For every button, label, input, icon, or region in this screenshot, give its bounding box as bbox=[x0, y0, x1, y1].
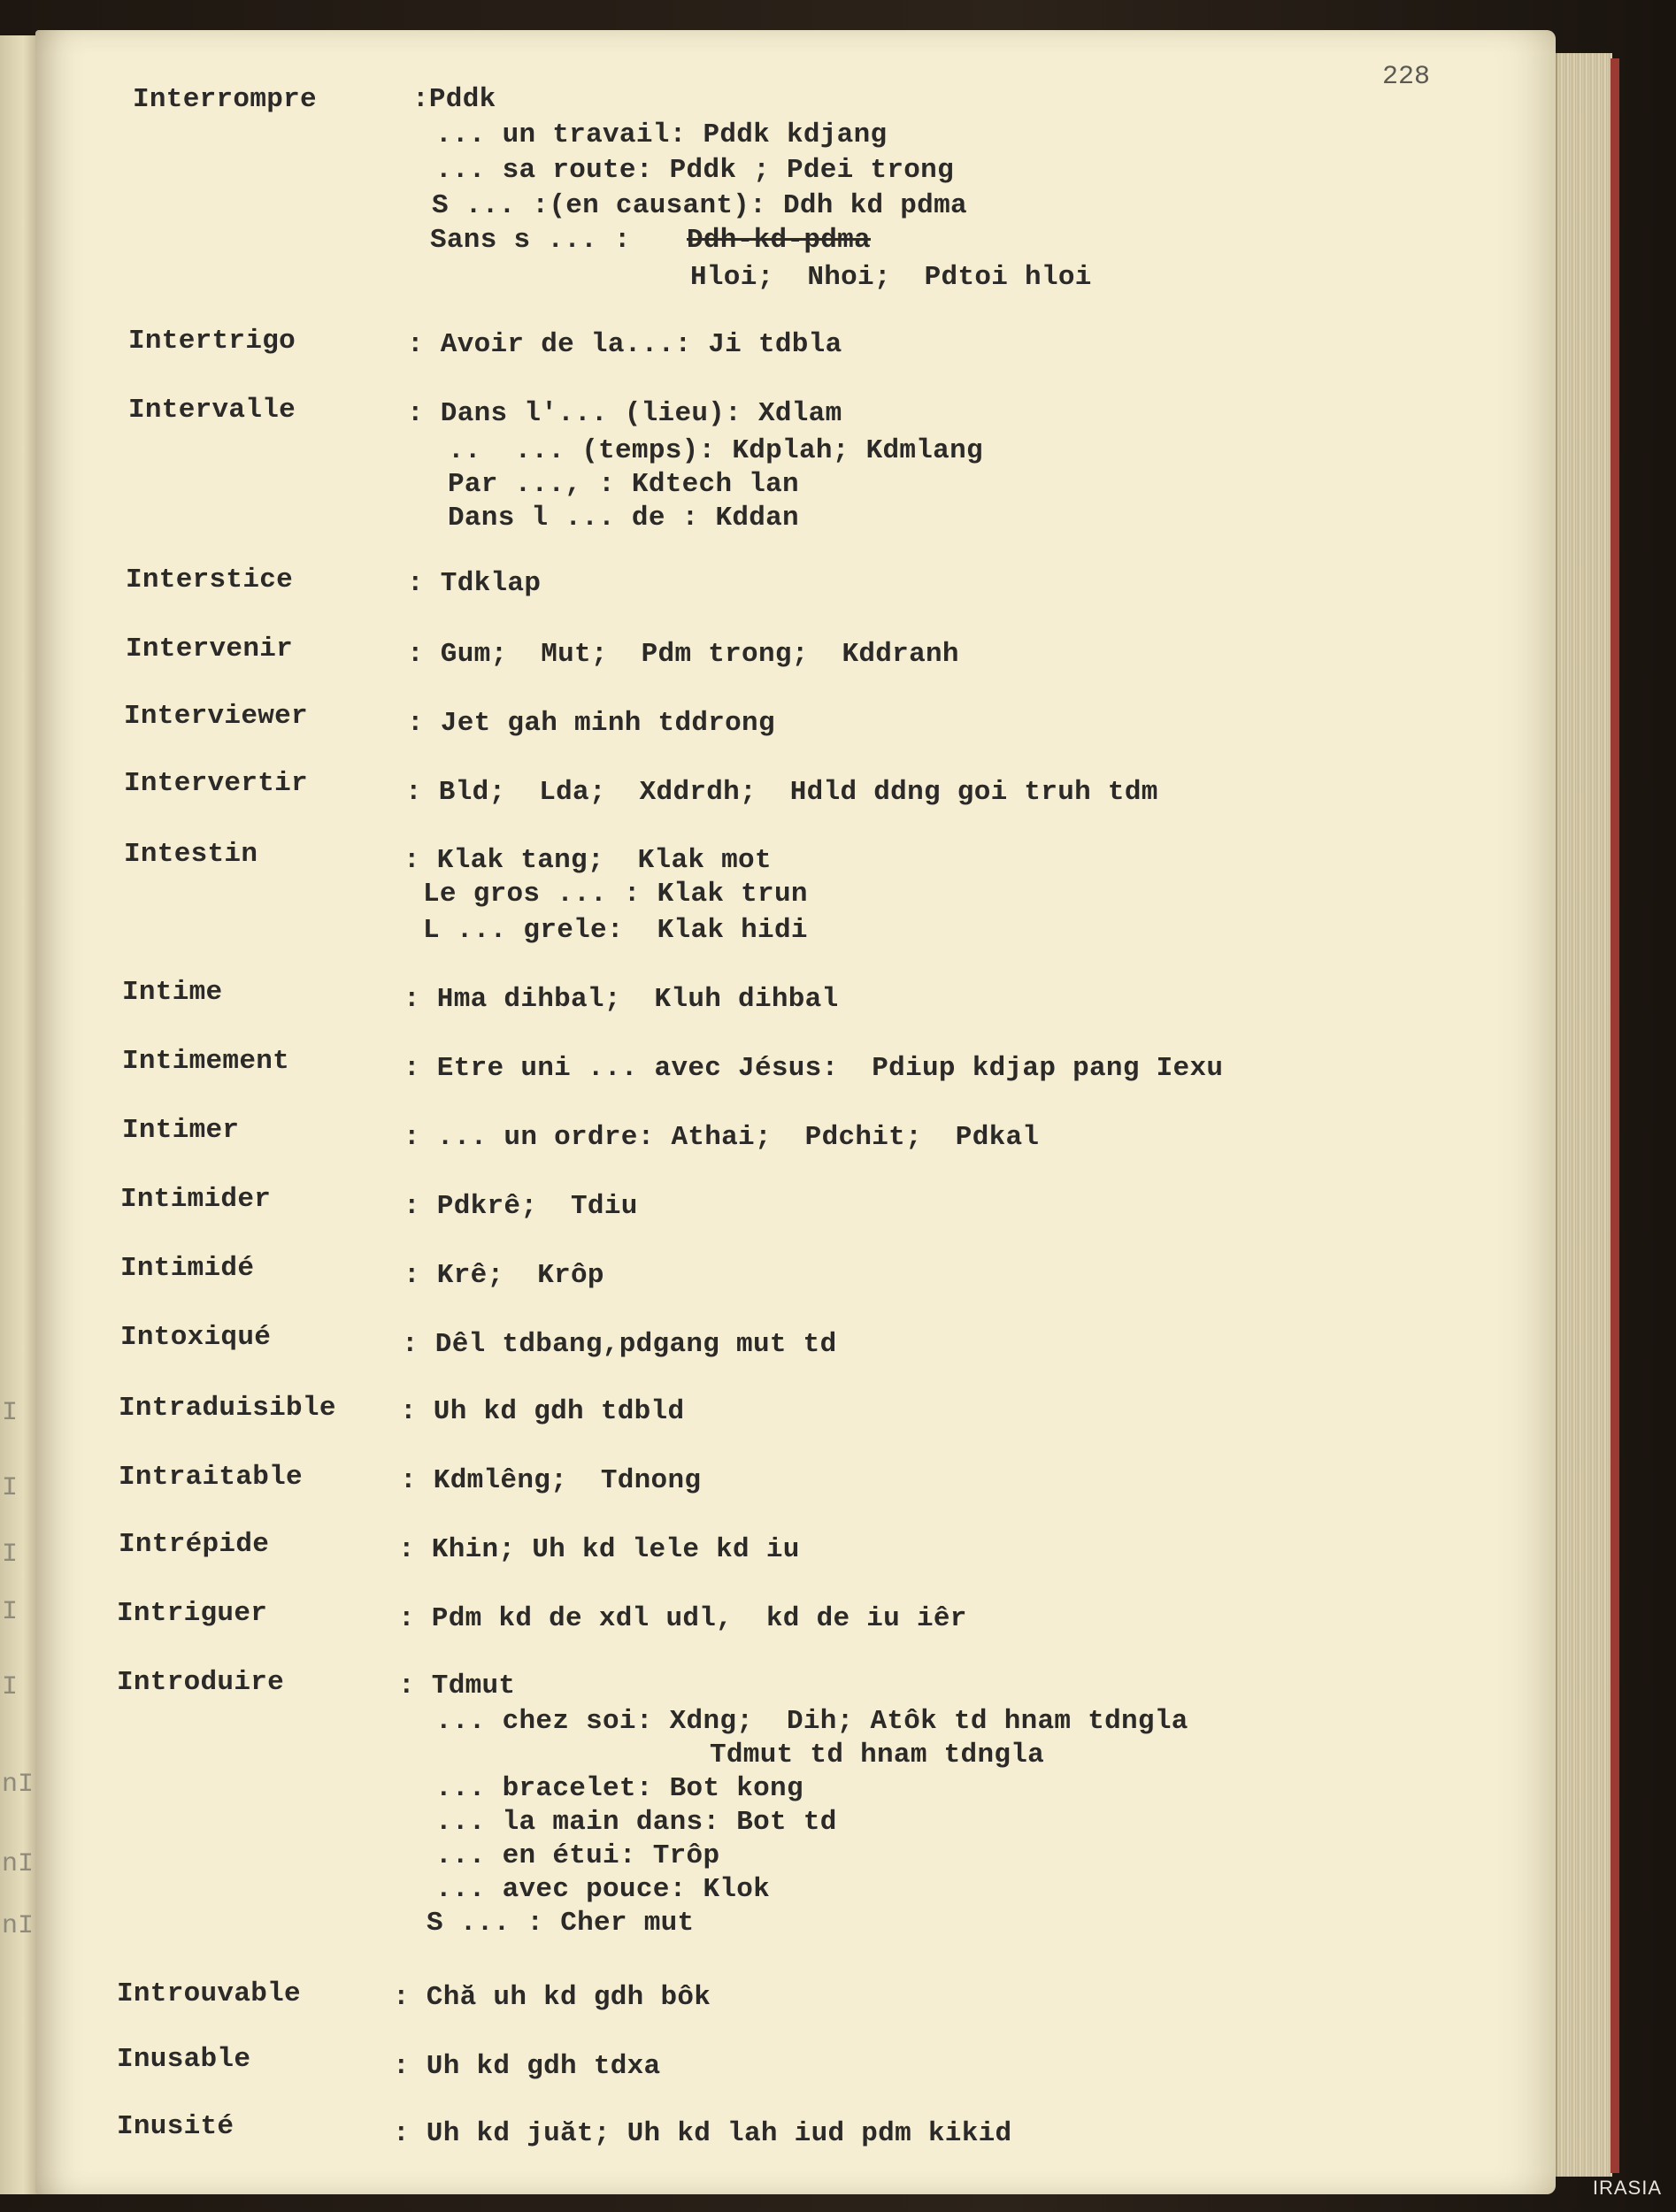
book-edge bbox=[1611, 58, 1619, 2173]
definition-line: ... chez soi: Xdng; Dih; Atôk td hnam tdngla bbox=[435, 1706, 1188, 1737]
definition-line: ... sa route: Pddk ; Pdei trong bbox=[435, 155, 954, 186]
definition-line: Dans l ... de : Kddan bbox=[448, 503, 799, 534]
definition-line: : Bld; Lda; Xddrdh; Hdld ddng goi truh tdm bbox=[405, 777, 1158, 808]
definition-line: :Pddk bbox=[412, 84, 496, 115]
margin-mark: I bbox=[2, 1473, 19, 1503]
margin-mark: nI bbox=[2, 1911, 35, 1941]
definition-line: : Krê; Krôp bbox=[404, 1260, 604, 1291]
headword: Inusité bbox=[117, 2111, 234, 2142]
headword: Intertrigo bbox=[128, 326, 296, 357]
headword: Intoxiqué bbox=[120, 1322, 272, 1353]
headword: Intime bbox=[122, 977, 223, 1008]
margin-mark: I bbox=[2, 1540, 19, 1570]
definition-line: S ... : Cher mut bbox=[427, 1908, 695, 1939]
definition-line: : Chă uh kd gdh bôk bbox=[393, 1982, 711, 2013]
previous-page-edge bbox=[0, 35, 39, 2194]
margin-mark: nI bbox=[2, 1770, 35, 1800]
page-number: 228 bbox=[1382, 62, 1431, 92]
headword: Intimidé bbox=[120, 1253, 255, 1284]
headword: Intimider bbox=[120, 1184, 272, 1215]
definition-line: Hloi; Nhoi; Pdtoi hloi bbox=[690, 262, 1092, 293]
definition-line: S ... :(en causant): Ddh kd pdma bbox=[432, 190, 967, 221]
definition-line: : Dans l'... (lieu): Xdlam bbox=[407, 398, 842, 429]
definition-line: Le gros ... : Klak trun bbox=[423, 879, 808, 910]
definition-line: ... la main dans: Bot td bbox=[435, 1807, 837, 1838]
definition-line: : Kdmlêng; Tdnong bbox=[400, 1465, 702, 1496]
definition-line: : Hma dihbal; Kluh dihbal bbox=[404, 984, 839, 1015]
headword: Intriguer bbox=[117, 1598, 268, 1629]
definition-line: .. ... (temps): Kdplah; Kdmlang bbox=[448, 435, 983, 466]
definition-line: : Tdmut bbox=[398, 1671, 516, 1701]
definition-line: ... en étui: Trôp bbox=[435, 1840, 720, 1871]
definition-line: : Uh kd juăt; Uh kd lah iud pdm kikid bbox=[393, 2118, 1012, 2149]
margin-mark: I bbox=[2, 1597, 19, 1627]
headword: Interstice bbox=[126, 565, 294, 595]
definition-line: : Khin; Uh kd lele kd iu bbox=[398, 1534, 800, 1565]
definition-line: : Etre uni ... avec Jésus: Pdiup kdjap pang Iexu bbox=[404, 1053, 1224, 1084]
definition-line: : Gum; Mut; Pdm trong; Kddranh bbox=[407, 639, 959, 670]
definition-line: : Klak tang; Klak mot bbox=[404, 845, 772, 876]
watermark: IRASIA bbox=[1592, 2177, 1662, 2199]
headword: Intraitable bbox=[119, 1462, 303, 1493]
headword: Intimement bbox=[122, 1046, 290, 1077]
headword: Introuvable bbox=[117, 1978, 301, 2009]
headword: Intervertir bbox=[124, 768, 308, 799]
definition-line: : Pdm kd de xdl udl, kd de iu iêr bbox=[398, 1603, 967, 1634]
struck-text: Ddh-kd-pdma bbox=[687, 225, 871, 256]
definition-line: : ... un ordre: Athai; Pdchit; Pdkal bbox=[404, 1122, 1040, 1153]
definition-line: : Dêl tdbang,pdgang mut td bbox=[402, 1329, 837, 1360]
headword: Intraduisible bbox=[119, 1393, 336, 1424]
definition-line: : Uh kd gdh tdbld bbox=[400, 1396, 685, 1427]
definition-line: Tdmut td hnam tdngla bbox=[710, 1740, 1045, 1770]
definition-line: : Tdklap bbox=[407, 568, 542, 599]
headword: Interviewer bbox=[124, 701, 308, 732]
definition-line: : Uh kd gdh tdxa bbox=[393, 2051, 661, 2082]
headword: Intimer bbox=[122, 1115, 240, 1146]
definition-line: Sans s ... : bbox=[430, 225, 648, 256]
definition-line: : Pdkrê; Tdiu bbox=[404, 1191, 638, 1222]
headword: Intervalle bbox=[128, 395, 296, 426]
definition-line: : Avoir de la...: Ji tdbla bbox=[407, 329, 842, 360]
margin-mark: I bbox=[2, 1672, 19, 1702]
headword: Intervenir bbox=[126, 634, 294, 664]
headword: Intrépide bbox=[119, 1529, 270, 1560]
definition-line: ... avec pouce: Klok bbox=[435, 1874, 771, 1905]
definition-line: ... un travail: Pddk kdjang bbox=[435, 119, 888, 150]
definition-line: ... bracelet: Bot kong bbox=[435, 1773, 803, 1804]
page-stack-edge bbox=[1556, 53, 1612, 2177]
headword: Introduire bbox=[117, 1667, 285, 1698]
headword: Interrompre bbox=[133, 84, 317, 115]
headword: Inusable bbox=[117, 2044, 251, 2075]
headword: Intestin bbox=[124, 839, 258, 870]
margin-mark: I bbox=[2, 1398, 19, 1428]
definition-line: : Jet gah minh tddrong bbox=[407, 708, 775, 739]
definition-line: Par ..., : Kdtech lan bbox=[448, 469, 799, 500]
definition-line: L ... grele: Klak hidi bbox=[423, 915, 808, 946]
margin-mark: nI bbox=[2, 1849, 35, 1879]
